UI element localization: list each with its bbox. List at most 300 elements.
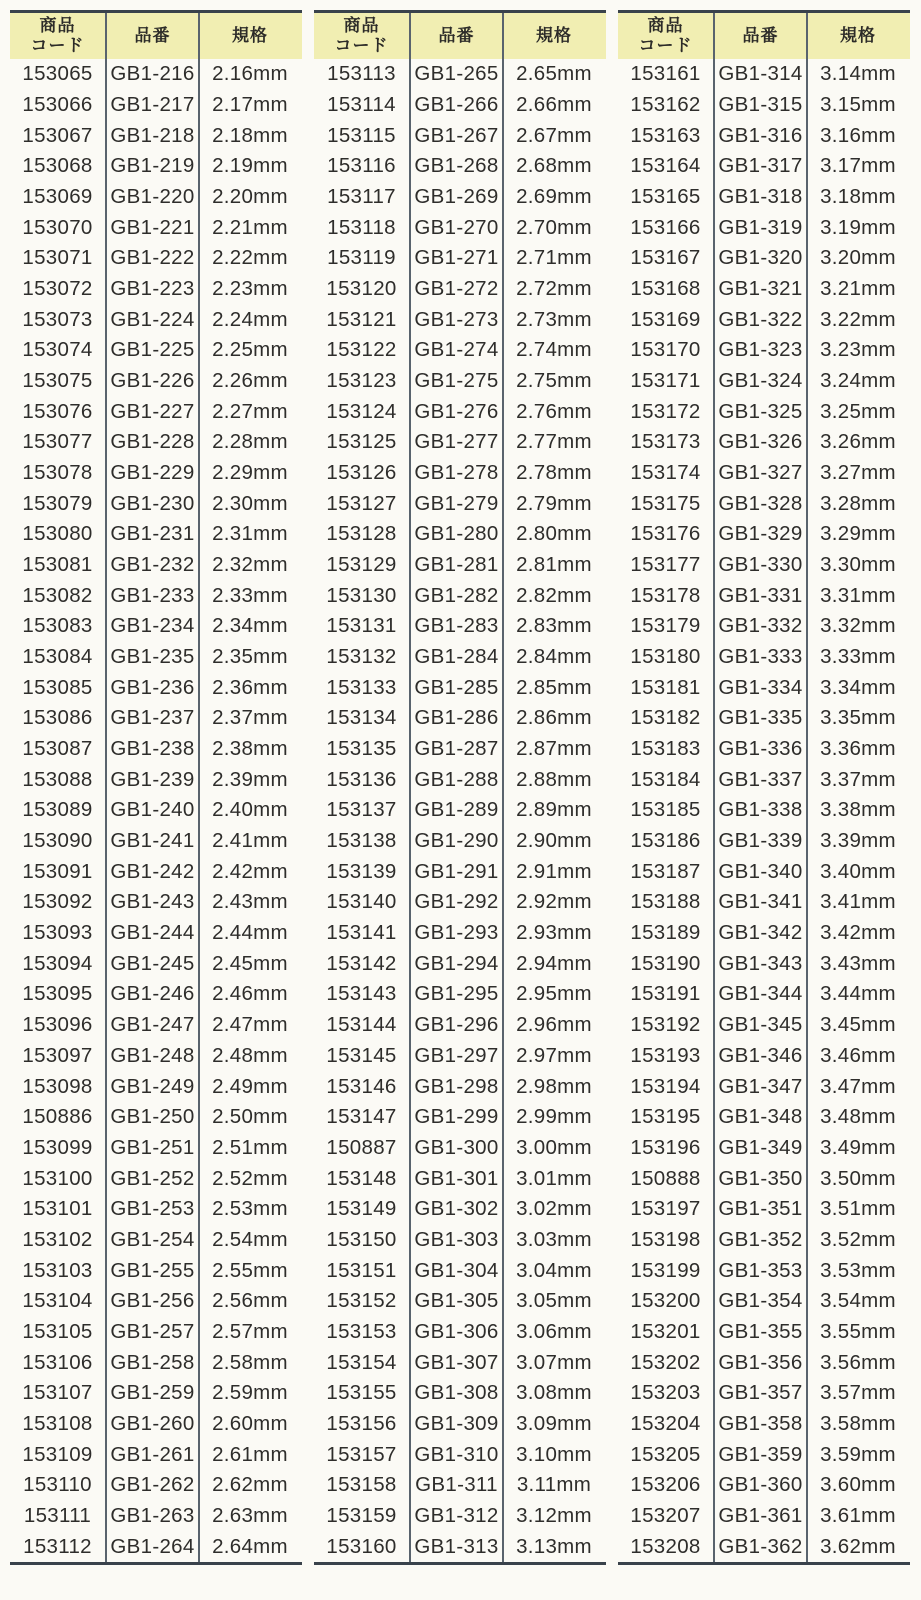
spec-cell: 2.46mm bbox=[212, 982, 288, 1006]
product-code-cell: 153137 bbox=[314, 795, 411, 826]
part-number-cell: GB1-345 bbox=[715, 1010, 808, 1041]
part-number-cell: GB1-230 bbox=[107, 488, 200, 519]
part-number-cell: GB1-295 bbox=[411, 979, 504, 1010]
spec-cell: 2.41mm bbox=[212, 829, 288, 853]
part-number-cell: GB1-298 bbox=[411, 1071, 504, 1102]
spec-cell: 3.33mm bbox=[820, 645, 896, 669]
spec-cell: 3.07mm bbox=[516, 1350, 592, 1374]
table-row bbox=[618, 826, 910, 857]
product-code-cell: 153115 bbox=[314, 120, 411, 151]
table-row bbox=[314, 918, 606, 949]
table-row bbox=[618, 1501, 910, 1532]
part-number-cell: GB1-221 bbox=[107, 212, 200, 243]
part-number-cell: GB1-245 bbox=[107, 948, 200, 979]
spec-cell: 2.62mm bbox=[212, 1473, 288, 1497]
table-row bbox=[314, 151, 606, 182]
spec-cell: 2.37mm bbox=[212, 706, 288, 730]
spec-cell: 3.37mm bbox=[820, 767, 896, 791]
spec-cell: 3.31mm bbox=[820, 583, 896, 607]
product-code-cell: 153108 bbox=[10, 1409, 107, 1440]
table-row bbox=[10, 1378, 302, 1409]
part-number-cell: GB1-330 bbox=[715, 550, 808, 581]
product-code-cell: 153093 bbox=[10, 918, 107, 949]
product-code-cell: 153181 bbox=[618, 672, 715, 703]
part-number-cell: GB1-261 bbox=[107, 1439, 200, 1470]
table-row bbox=[10, 304, 302, 335]
spec-cell: 2.16mm bbox=[212, 62, 288, 86]
part-number-cell: GB1-224 bbox=[107, 304, 200, 335]
part-number-cell: GB1-250 bbox=[107, 1102, 200, 1133]
spec-cell: 3.20mm bbox=[820, 246, 896, 270]
table-body bbox=[10, 59, 302, 1562]
part-number-cell: GB1-222 bbox=[107, 243, 200, 274]
product-code-cell: 153148 bbox=[314, 1163, 411, 1194]
spec-cell: 2.89mm bbox=[516, 798, 592, 822]
product-code-cell: 153204 bbox=[618, 1409, 715, 1440]
table-row bbox=[618, 1347, 910, 1378]
table-row bbox=[314, 335, 606, 366]
part-number-cell: GB1-246 bbox=[107, 979, 200, 1010]
table-row bbox=[314, 304, 606, 335]
product-code-cell: 153135 bbox=[314, 734, 411, 765]
spec-cell: 3.21mm bbox=[820, 277, 896, 301]
spec-cell: 3.34mm bbox=[820, 675, 896, 699]
product-code-cell: 153130 bbox=[314, 580, 411, 611]
product-code-cell: 153068 bbox=[10, 151, 107, 182]
table-row bbox=[314, 550, 606, 581]
product-code-cell: 153114 bbox=[314, 90, 411, 121]
part-number-cell: GB1-341 bbox=[715, 887, 808, 918]
product-code-cell: 153180 bbox=[618, 642, 715, 673]
table-row bbox=[10, 703, 302, 734]
table-row bbox=[10, 1409, 302, 1440]
spec-cell: 2.22mm bbox=[212, 246, 288, 270]
part-number-cell: GB1-260 bbox=[107, 1409, 200, 1440]
product-code-cell: 153141 bbox=[314, 918, 411, 949]
table-row bbox=[10, 1163, 302, 1194]
table-row bbox=[10, 856, 302, 887]
product-code-cell: 153139 bbox=[314, 856, 411, 887]
spec-cell: 2.56mm bbox=[212, 1289, 288, 1313]
table-row bbox=[314, 427, 606, 458]
product-code-cell: 153132 bbox=[314, 642, 411, 673]
spec-cell: 3.52mm bbox=[820, 1227, 896, 1251]
table-row bbox=[10, 948, 302, 979]
table-row bbox=[10, 1133, 302, 1164]
table-row bbox=[618, 366, 910, 397]
spec-cell: 3.18mm bbox=[820, 185, 896, 209]
part-number-cell: GB1-314 bbox=[715, 59, 808, 90]
spec-cell: 2.48mm bbox=[212, 1043, 288, 1067]
spec-cell: 2.49mm bbox=[212, 1074, 288, 1098]
part-number-cell: GB1-340 bbox=[715, 856, 808, 887]
part-number-cell: GB1-319 bbox=[715, 212, 808, 243]
table-row bbox=[314, 488, 606, 519]
product-code-cell: 153097 bbox=[10, 1041, 107, 1072]
table-row bbox=[10, 90, 302, 121]
product-code-cell: 153113 bbox=[314, 59, 411, 90]
spec-cell: 2.44mm bbox=[212, 921, 288, 945]
product-code-cell: 153171 bbox=[618, 366, 715, 397]
product-code-cell: 153179 bbox=[618, 611, 715, 642]
part-number-cell: GB1-356 bbox=[715, 1347, 808, 1378]
spec-cell: 3.14mm bbox=[820, 62, 896, 86]
product-code-cell: 153168 bbox=[618, 274, 715, 305]
spec-cell: 3.48mm bbox=[820, 1105, 896, 1129]
product-code-cell: 153194 bbox=[618, 1071, 715, 1102]
spec-cell: 2.24mm bbox=[212, 307, 288, 331]
table-row bbox=[10, 887, 302, 918]
spec-cell: 2.68mm bbox=[516, 154, 592, 178]
product-code-cell: 153091 bbox=[10, 856, 107, 887]
spec-cell: 2.83mm bbox=[516, 614, 592, 638]
spec-cell: 2.26mm bbox=[212, 369, 288, 393]
part-number-cell: GB1-274 bbox=[411, 335, 504, 366]
spec-cell: 2.76mm bbox=[516, 399, 592, 423]
spec-cell: 3.57mm bbox=[820, 1381, 896, 1405]
part-number-cell: GB1-297 bbox=[411, 1041, 504, 1072]
part-number-cell: GB1-227 bbox=[107, 396, 200, 427]
product-code-cell: 153152 bbox=[314, 1286, 411, 1317]
part-number-cell: GB1-300 bbox=[411, 1133, 504, 1164]
spec-cell: 2.88mm bbox=[516, 767, 592, 791]
table-row bbox=[10, 488, 302, 519]
product-code-cell: 153080 bbox=[10, 519, 107, 550]
table-row bbox=[314, 1347, 606, 1378]
table-row bbox=[10, 1317, 302, 1348]
part-number-cell: GB1-338 bbox=[715, 795, 808, 826]
part-number-cell: GB1-309 bbox=[411, 1409, 504, 1440]
product-code-cell: 153140 bbox=[314, 887, 411, 918]
product-code-cell: 153173 bbox=[618, 427, 715, 458]
table-row bbox=[314, 366, 606, 397]
part-number-cell: GB1-318 bbox=[715, 182, 808, 213]
spec-cell: 2.47mm bbox=[212, 1013, 288, 1037]
part-number-cell: GB1-228 bbox=[107, 427, 200, 458]
part-number-cell: GB1-302 bbox=[411, 1194, 504, 1225]
part-number-cell: GB1-262 bbox=[107, 1470, 200, 1501]
table-row bbox=[618, 519, 910, 550]
table-row bbox=[10, 918, 302, 949]
product-code-cell: 153075 bbox=[10, 366, 107, 397]
part-number-cell: GB1-282 bbox=[411, 580, 504, 611]
part-number-cell: GB1-358 bbox=[715, 1409, 808, 1440]
spec-cell: 3.58mm bbox=[820, 1411, 896, 1435]
spec-cell: 2.81mm bbox=[516, 553, 592, 577]
part-number-cell: GB1-281 bbox=[411, 550, 504, 581]
part-number-cell: GB1-293 bbox=[411, 918, 504, 949]
product-code-cell: 153077 bbox=[10, 427, 107, 458]
part-number-cell: GB1-331 bbox=[715, 580, 808, 611]
spec-cell: 2.33mm bbox=[212, 583, 288, 607]
table-row bbox=[10, 427, 302, 458]
product-code-cell: 153190 bbox=[618, 948, 715, 979]
product-code-cell: 153177 bbox=[618, 550, 715, 581]
part-number-cell: GB1-328 bbox=[715, 488, 808, 519]
spec-cell: 2.64mm bbox=[212, 1534, 288, 1558]
table-row bbox=[10, 1470, 302, 1501]
part-number-cell: GB1-223 bbox=[107, 274, 200, 305]
spec-cell: 3.00mm bbox=[516, 1135, 592, 1159]
part-number-cell: GB1-243 bbox=[107, 887, 200, 918]
product-code-cell: 153191 bbox=[618, 979, 715, 1010]
part-number-cell: GB1-342 bbox=[715, 918, 808, 949]
part-number-cell: GB1-272 bbox=[411, 274, 504, 305]
table-row bbox=[314, 1531, 606, 1562]
table-row bbox=[10, 396, 302, 427]
table-row bbox=[618, 1010, 910, 1041]
spec-cell: 3.15mm bbox=[820, 93, 896, 116]
spec-cell: 3.35mm bbox=[820, 706, 896, 730]
part-number-cell: GB1-234 bbox=[107, 611, 200, 642]
product-code-cell: 153136 bbox=[314, 764, 411, 795]
product-code-cell: 153069 bbox=[10, 182, 107, 213]
table-row bbox=[10, 734, 302, 765]
table-row bbox=[618, 1041, 910, 1072]
part-number-cell: GB1-257 bbox=[107, 1317, 200, 1348]
product-code-cell: 153085 bbox=[10, 672, 107, 703]
spec-cell: 2.55mm bbox=[212, 1258, 288, 1282]
table-row bbox=[618, 182, 910, 213]
part-number-cell: GB1-310 bbox=[411, 1439, 504, 1470]
product-code-cell: 153147 bbox=[314, 1102, 411, 1133]
spec-cell: 2.65mm bbox=[516, 62, 592, 86]
product-code-cell: 153100 bbox=[10, 1163, 107, 1194]
spec-cell: 2.60mm bbox=[212, 1411, 288, 1435]
spec-cell: 3.25mm bbox=[820, 399, 896, 423]
table-row bbox=[618, 90, 910, 121]
spec-cell: 2.73mm bbox=[516, 307, 592, 331]
product-code-cell: 153067 bbox=[10, 120, 107, 151]
table-row bbox=[314, 1071, 606, 1102]
product-code-cell: 153099 bbox=[10, 1133, 107, 1164]
spec-cell: 2.18mm bbox=[212, 123, 288, 147]
table-row bbox=[618, 1409, 910, 1440]
product-code-cell: 153120 bbox=[314, 274, 411, 305]
part-number-cell: GB1-267 bbox=[411, 120, 504, 151]
spec-cell: 2.67mm bbox=[516, 123, 592, 147]
spec-cell: 2.25mm bbox=[212, 338, 288, 362]
table-row bbox=[10, 764, 302, 795]
table-row bbox=[314, 826, 606, 857]
spec-cell: 2.87mm bbox=[516, 737, 592, 761]
product-code-cell: 153183 bbox=[618, 734, 715, 765]
part-number-cell: GB1-244 bbox=[107, 918, 200, 949]
part-number-cell: GB1-337 bbox=[715, 764, 808, 795]
part-number-cell: GB1-360 bbox=[715, 1470, 808, 1501]
part-number-cell: GB1-226 bbox=[107, 366, 200, 397]
product-code-cell: 153208 bbox=[618, 1531, 715, 1562]
product-code-cell: 153166 bbox=[618, 212, 715, 243]
table-row bbox=[10, 580, 302, 611]
spec-cell: 2.39mm bbox=[212, 767, 288, 791]
table-row bbox=[314, 734, 606, 765]
table-row bbox=[618, 611, 910, 642]
product-code-header-line2: コード bbox=[334, 36, 389, 55]
product-code-header-line1: 商品 bbox=[39, 16, 76, 36]
spec-cell: 3.36mm bbox=[820, 737, 896, 761]
table-row bbox=[10, 1010, 302, 1041]
product-code-cell: 150888 bbox=[618, 1163, 715, 1194]
table-row bbox=[10, 212, 302, 243]
table-row bbox=[618, 1133, 910, 1164]
part-number-cell: GB1-321 bbox=[715, 274, 808, 305]
table-row bbox=[618, 948, 910, 979]
spec-cell: 3.11mm bbox=[516, 1473, 592, 1497]
product-code-cell: 153078 bbox=[10, 458, 107, 489]
part-number-cell: GB1-277 bbox=[411, 427, 504, 458]
product-code-cell: 153110 bbox=[10, 1470, 107, 1501]
spec-cell: 3.53mm bbox=[820, 1258, 896, 1282]
spec-cell: 2.72mm bbox=[516, 277, 592, 301]
part-number-cell: GB1-326 bbox=[715, 427, 808, 458]
spec-cell: 3.47mm bbox=[820, 1074, 896, 1098]
table-row bbox=[618, 212, 910, 243]
part-number-cell: GB1-355 bbox=[715, 1317, 808, 1348]
product-code-cell: 153170 bbox=[618, 335, 715, 366]
product-code-cell: 153112 bbox=[10, 1531, 107, 1562]
product-code-cell: 150887 bbox=[314, 1133, 411, 1164]
table-row bbox=[10, 1071, 302, 1102]
product-code-cell: 153176 bbox=[618, 519, 715, 550]
table-row bbox=[314, 1286, 606, 1317]
table-row bbox=[10, 1501, 302, 1532]
table-row bbox=[314, 948, 606, 979]
part-number-cell: GB1-316 bbox=[715, 120, 808, 151]
col-header-part-number: 品番 bbox=[107, 13, 200, 59]
table-row bbox=[314, 703, 606, 734]
table-row bbox=[618, 1255, 910, 1286]
table-row bbox=[314, 672, 606, 703]
product-code-cell: 153178 bbox=[618, 580, 715, 611]
part-number-cell: GB1-315 bbox=[715, 90, 808, 121]
spec-table-1 bbox=[10, 10, 302, 1565]
part-number-cell: GB1-312 bbox=[411, 1501, 504, 1532]
product-code-cell: 153154 bbox=[314, 1347, 411, 1378]
part-number-cell: GB1-348 bbox=[715, 1102, 808, 1133]
part-number-cell: GB1-239 bbox=[107, 764, 200, 795]
table-row bbox=[314, 1163, 606, 1194]
part-number-cell: GB1-322 bbox=[715, 304, 808, 335]
part-number-cell: GB1-335 bbox=[715, 703, 808, 734]
part-number-cell: GB1-343 bbox=[715, 948, 808, 979]
part-number-cell: GB1-232 bbox=[107, 550, 200, 581]
spec-cell: 2.97mm bbox=[516, 1043, 592, 1067]
spec-cell: 2.42mm bbox=[212, 859, 288, 883]
table-row bbox=[618, 1317, 910, 1348]
spec-cell: 3.26mm bbox=[820, 430, 896, 454]
product-code-cell: 153187 bbox=[618, 856, 715, 887]
spec-cell: 2.90mm bbox=[516, 829, 592, 853]
table-row bbox=[314, 580, 606, 611]
product-code-cell: 153089 bbox=[10, 795, 107, 826]
part-number-cell: GB1-279 bbox=[411, 488, 504, 519]
spec-cell: 2.98mm bbox=[516, 1074, 592, 1098]
spec-cell: 2.95mm bbox=[516, 982, 592, 1006]
table-row bbox=[314, 59, 606, 90]
part-number-cell: GB1-327 bbox=[715, 458, 808, 489]
spec-cell: 2.91mm bbox=[516, 859, 592, 883]
part-number-cell: GB1-329 bbox=[715, 519, 808, 550]
spec-cell: 3.27mm bbox=[820, 461, 896, 485]
product-code-cell: 153126 bbox=[314, 458, 411, 489]
col-header-product-code bbox=[314, 13, 411, 59]
spec-cell: 3.49mm bbox=[820, 1135, 896, 1159]
part-number-cell: GB1-357 bbox=[715, 1378, 808, 1409]
table-row bbox=[314, 642, 606, 673]
product-code-cell: 153129 bbox=[314, 550, 411, 581]
table-row bbox=[314, 1317, 606, 1348]
product-code-cell: 153104 bbox=[10, 1286, 107, 1317]
table-row bbox=[10, 826, 302, 857]
product-code-cell: 153102 bbox=[10, 1225, 107, 1256]
part-number-cell: GB1-219 bbox=[107, 151, 200, 182]
product-code-cell: 150886 bbox=[10, 1102, 107, 1133]
spec-cell: 2.66mm bbox=[516, 93, 592, 116]
table-row bbox=[618, 580, 910, 611]
spec-cell: 2.71mm bbox=[516, 246, 592, 270]
table-row bbox=[618, 151, 910, 182]
table-row bbox=[618, 335, 910, 366]
table-row bbox=[618, 1071, 910, 1102]
part-number-cell: GB1-353 bbox=[715, 1255, 808, 1286]
table-row bbox=[10, 458, 302, 489]
part-number-cell: GB1-286 bbox=[411, 703, 504, 734]
table-row bbox=[618, 764, 910, 795]
spec-cell: 3.29mm bbox=[820, 522, 896, 546]
product-code-cell: 153165 bbox=[618, 182, 715, 213]
part-number-cell: GB1-242 bbox=[107, 856, 200, 887]
product-code-cell: 153196 bbox=[618, 1133, 715, 1164]
table-row bbox=[10, 151, 302, 182]
product-code-cell: 153083 bbox=[10, 611, 107, 642]
product-code-cell: 153162 bbox=[618, 90, 715, 121]
spec-cell: 3.56mm bbox=[820, 1350, 896, 1374]
product-code-cell: 153090 bbox=[10, 826, 107, 857]
table-row bbox=[618, 120, 910, 151]
product-code-cell: 153081 bbox=[10, 550, 107, 581]
col-header-part-number: 品番 bbox=[411, 13, 504, 59]
spec-cell: 2.19mm bbox=[212, 154, 288, 178]
spec-cell: 2.96mm bbox=[516, 1013, 592, 1037]
spec-cell: 3.40mm bbox=[820, 859, 896, 883]
part-number-cell: GB1-271 bbox=[411, 243, 504, 274]
spec-cell: 2.58mm bbox=[212, 1350, 288, 1374]
part-number-cell: GB1-294 bbox=[411, 948, 504, 979]
product-code-cell: 153066 bbox=[10, 90, 107, 121]
product-code-cell: 153198 bbox=[618, 1225, 715, 1256]
spec-cell: 3.45mm bbox=[820, 1013, 896, 1037]
part-number-cell: GB1-304 bbox=[411, 1255, 504, 1286]
table-row bbox=[314, 519, 606, 550]
table-row bbox=[618, 1439, 910, 1470]
table-row bbox=[10, 1286, 302, 1317]
product-code-cell: 153206 bbox=[618, 1470, 715, 1501]
spec-cell: 2.61mm bbox=[212, 1442, 288, 1466]
table-row bbox=[10, 1041, 302, 1072]
spec-cell: 3.08mm bbox=[516, 1381, 592, 1405]
part-number-cell: GB1-283 bbox=[411, 611, 504, 642]
table-row bbox=[314, 1225, 606, 1256]
product-code-cell: 153106 bbox=[10, 1347, 107, 1378]
product-code-cell: 153192 bbox=[618, 1010, 715, 1041]
spec-cell: 3.32mm bbox=[820, 614, 896, 638]
table-row bbox=[618, 918, 910, 949]
spec-cell: 3.19mm bbox=[820, 215, 896, 239]
part-number-cell: GB1-289 bbox=[411, 795, 504, 826]
table-row bbox=[618, 243, 910, 274]
spec-cell: 3.44mm bbox=[820, 982, 896, 1006]
